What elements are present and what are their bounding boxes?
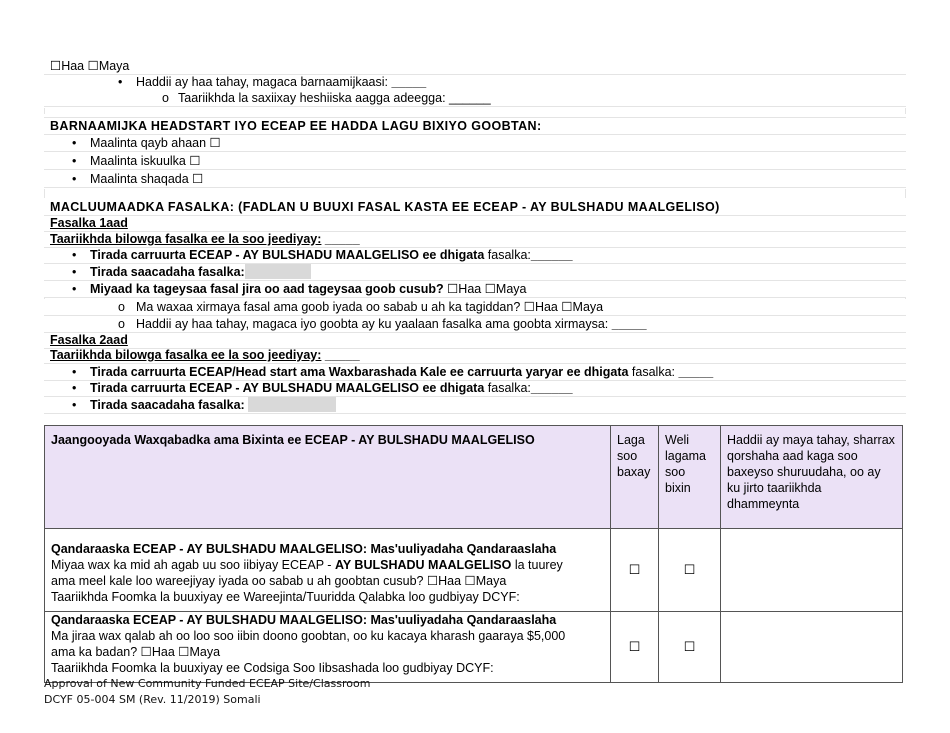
class1-item-moving: • Miyaad ka tageysaa fasal jira oo aad tageysaa goob cusub? ☐Haa ☐Maya [44, 281, 906, 298]
class2-title: Fasalka 2aad [44, 332, 906, 349]
class2-item-hours: • Tirada saacadaha fasalka: [44, 397, 906, 414]
service-area-date-blank[interactable]: ______ [449, 91, 491, 105]
table-header-row [45, 426, 903, 529]
class1-sub-closing[interactable]: o Ma waxaa xirmaya fasal ama goob iyada oo sabab u ah ka tagiddan? ☐Haa ☐Maya [44, 299, 906, 316]
header-standard: Jaangooyada Waxqabadka ama Bixinta ee ECEAP - AY BULSHADU MAALGELISO [45, 426, 611, 529]
class2-hours-field[interactable] [248, 397, 336, 412]
class1-opened-date: Taariikhda bilowga fasalka ee la soo jeediyay: _____ [44, 231, 906, 248]
headstart-item[interactable]: • Maalinta qayb ahaan ☐ [44, 135, 906, 152]
not-met-checkbox[interactable]: ☐ [659, 529, 721, 612]
row-description: Qandaraaska ECEAP - AY BULSHADU MAALGELISO: Mas'uuliyadaha Qandaraaslaha Miyaa wax ka mid ah agab uu soo iibiyay ECEAP - AY BULSHADU MAALGELISO la tuurey ama meel kale loo wareejiyay iyada oo sabab u ah goobtan cusub? ☐Haa ☐Maya Taariikhda Foomka la buuxiyay ee Wareejinta/Tuuridda Qalabka loo gudbiyay DCYF: [45, 529, 611, 612]
plan-cell[interactable] [721, 612, 903, 683]
class1-sub-closing-name: o Haddii ay haa tahay, magaca iyo goobta ay ku yaalaan fasalka ama goobta xirmaysa: _____ [44, 316, 906, 333]
requirements-table [44, 425, 903, 683]
not-met-checkbox[interactable]: ☐ [659, 612, 721, 683]
classroom-heading: MACLUUMAADKA FASALKA: (FADLAN U BUUXI FASAL KASTA EE ECEAP - AY BULSHADU MAALGELISO) [44, 199, 906, 216]
class2-opened-date: Taariikhda bilowga fasalka ee la soo jeediyay: _____ [44, 347, 906, 364]
row-description: Qandaraaska ECEAP - AY BULSHADU MAALGELISO: Mas'uuliyadaha Qandaraaslaha Ma jiraa wax qalab ah oo loo soo iibin doono goobtan, oo ku kacaya kharash gaaraya $5,000 ama ka badan? ☐Haa ☐Maya Taariikhda Foomka la buuxiyay ee Codsiga Soo Iibsashada loo gudbiyay DCYF: [45, 612, 611, 683]
program-name-line: • Haddii ay haa tahay, magaca barnaamijkaasi: _____ [118, 75, 427, 89]
closing-name-blank[interactable]: _____ [611, 317, 647, 331]
service-area-date-line: o Taariikhda la saxiixay heshiiska aagga adeegga: ______ [44, 90, 906, 107]
footer-form-number: DCYF 05-004 SM (Rev. 11/2019) Somali [44, 693, 261, 706]
class1-title: Fasalka 1aad [44, 215, 906, 232]
header-met: Laga soo baxay [611, 426, 659, 529]
spacer [44, 108, 906, 114]
met-checkbox[interactable]: ☐ [611, 612, 659, 683]
program-name-blank[interactable]: _____ [391, 75, 427, 89]
class1-hours-field[interactable] [245, 264, 311, 279]
class2-opened-date-blank[interactable]: _____ [324, 348, 360, 362]
headstart-item[interactable]: • Maalinta iskuulka ☐ [44, 153, 906, 170]
spacer [44, 189, 906, 198]
headstart-item[interactable]: • Maalinta shaqada ☐ [44, 171, 906, 188]
haa-maya-options[interactable]: ☐Haa ☐Maya [44, 58, 906, 75]
class1-children-blank[interactable]: ______ [530, 248, 573, 262]
plan-cell[interactable] [721, 529, 903, 612]
footer-title: Approval of New Community Funded ECEAP Site/Classroom [44, 677, 371, 690]
table-row [45, 612, 903, 683]
class2-children-blank[interactable]: ______ [530, 381, 573, 395]
class2-headstart-blank[interactable]: _____ [678, 365, 714, 379]
class2-item-headstart-children: • Tirada carruurta ECEAP/Head start ama Waxbarashada Kale ee carruurta yaryar ee dhigata fasalka: _____ [44, 364, 906, 381]
headstart-heading: BARNAAMIJKA HEADSTART IYO ECEAP EE HADDA LAGU BIXIYO GOOBTAN: [44, 117, 906, 135]
class1-item-children: • Tirada carruurta ECEAP - AY BULSHADU MAALGELISO ee dhigata fasalka:______ [44, 247, 906, 264]
table-row [45, 529, 903, 612]
class1-item-hours: • Tirada saacadaha fasalka: [44, 264, 906, 281]
header-plan: Haddii ay maya tahay, sharrax qorshaha aad kaga soo baxeyso shuruudaha, oo ay ku jirto taariikhda dhammeynta [721, 426, 903, 529]
class1-opened-date-blank[interactable]: _____ [324, 232, 360, 246]
class1-moving-options[interactable]: ☐Haa ☐Maya [447, 282, 527, 296]
header-not-met: Weli lagama soo bixin [659, 426, 721, 529]
class2-item-children: • Tirada carruurta ECEAP - AY BULSHADU MAALGELISO ee dhigata fasalka:______ [44, 380, 906, 397]
met-checkbox[interactable]: ☐ [611, 529, 659, 612]
